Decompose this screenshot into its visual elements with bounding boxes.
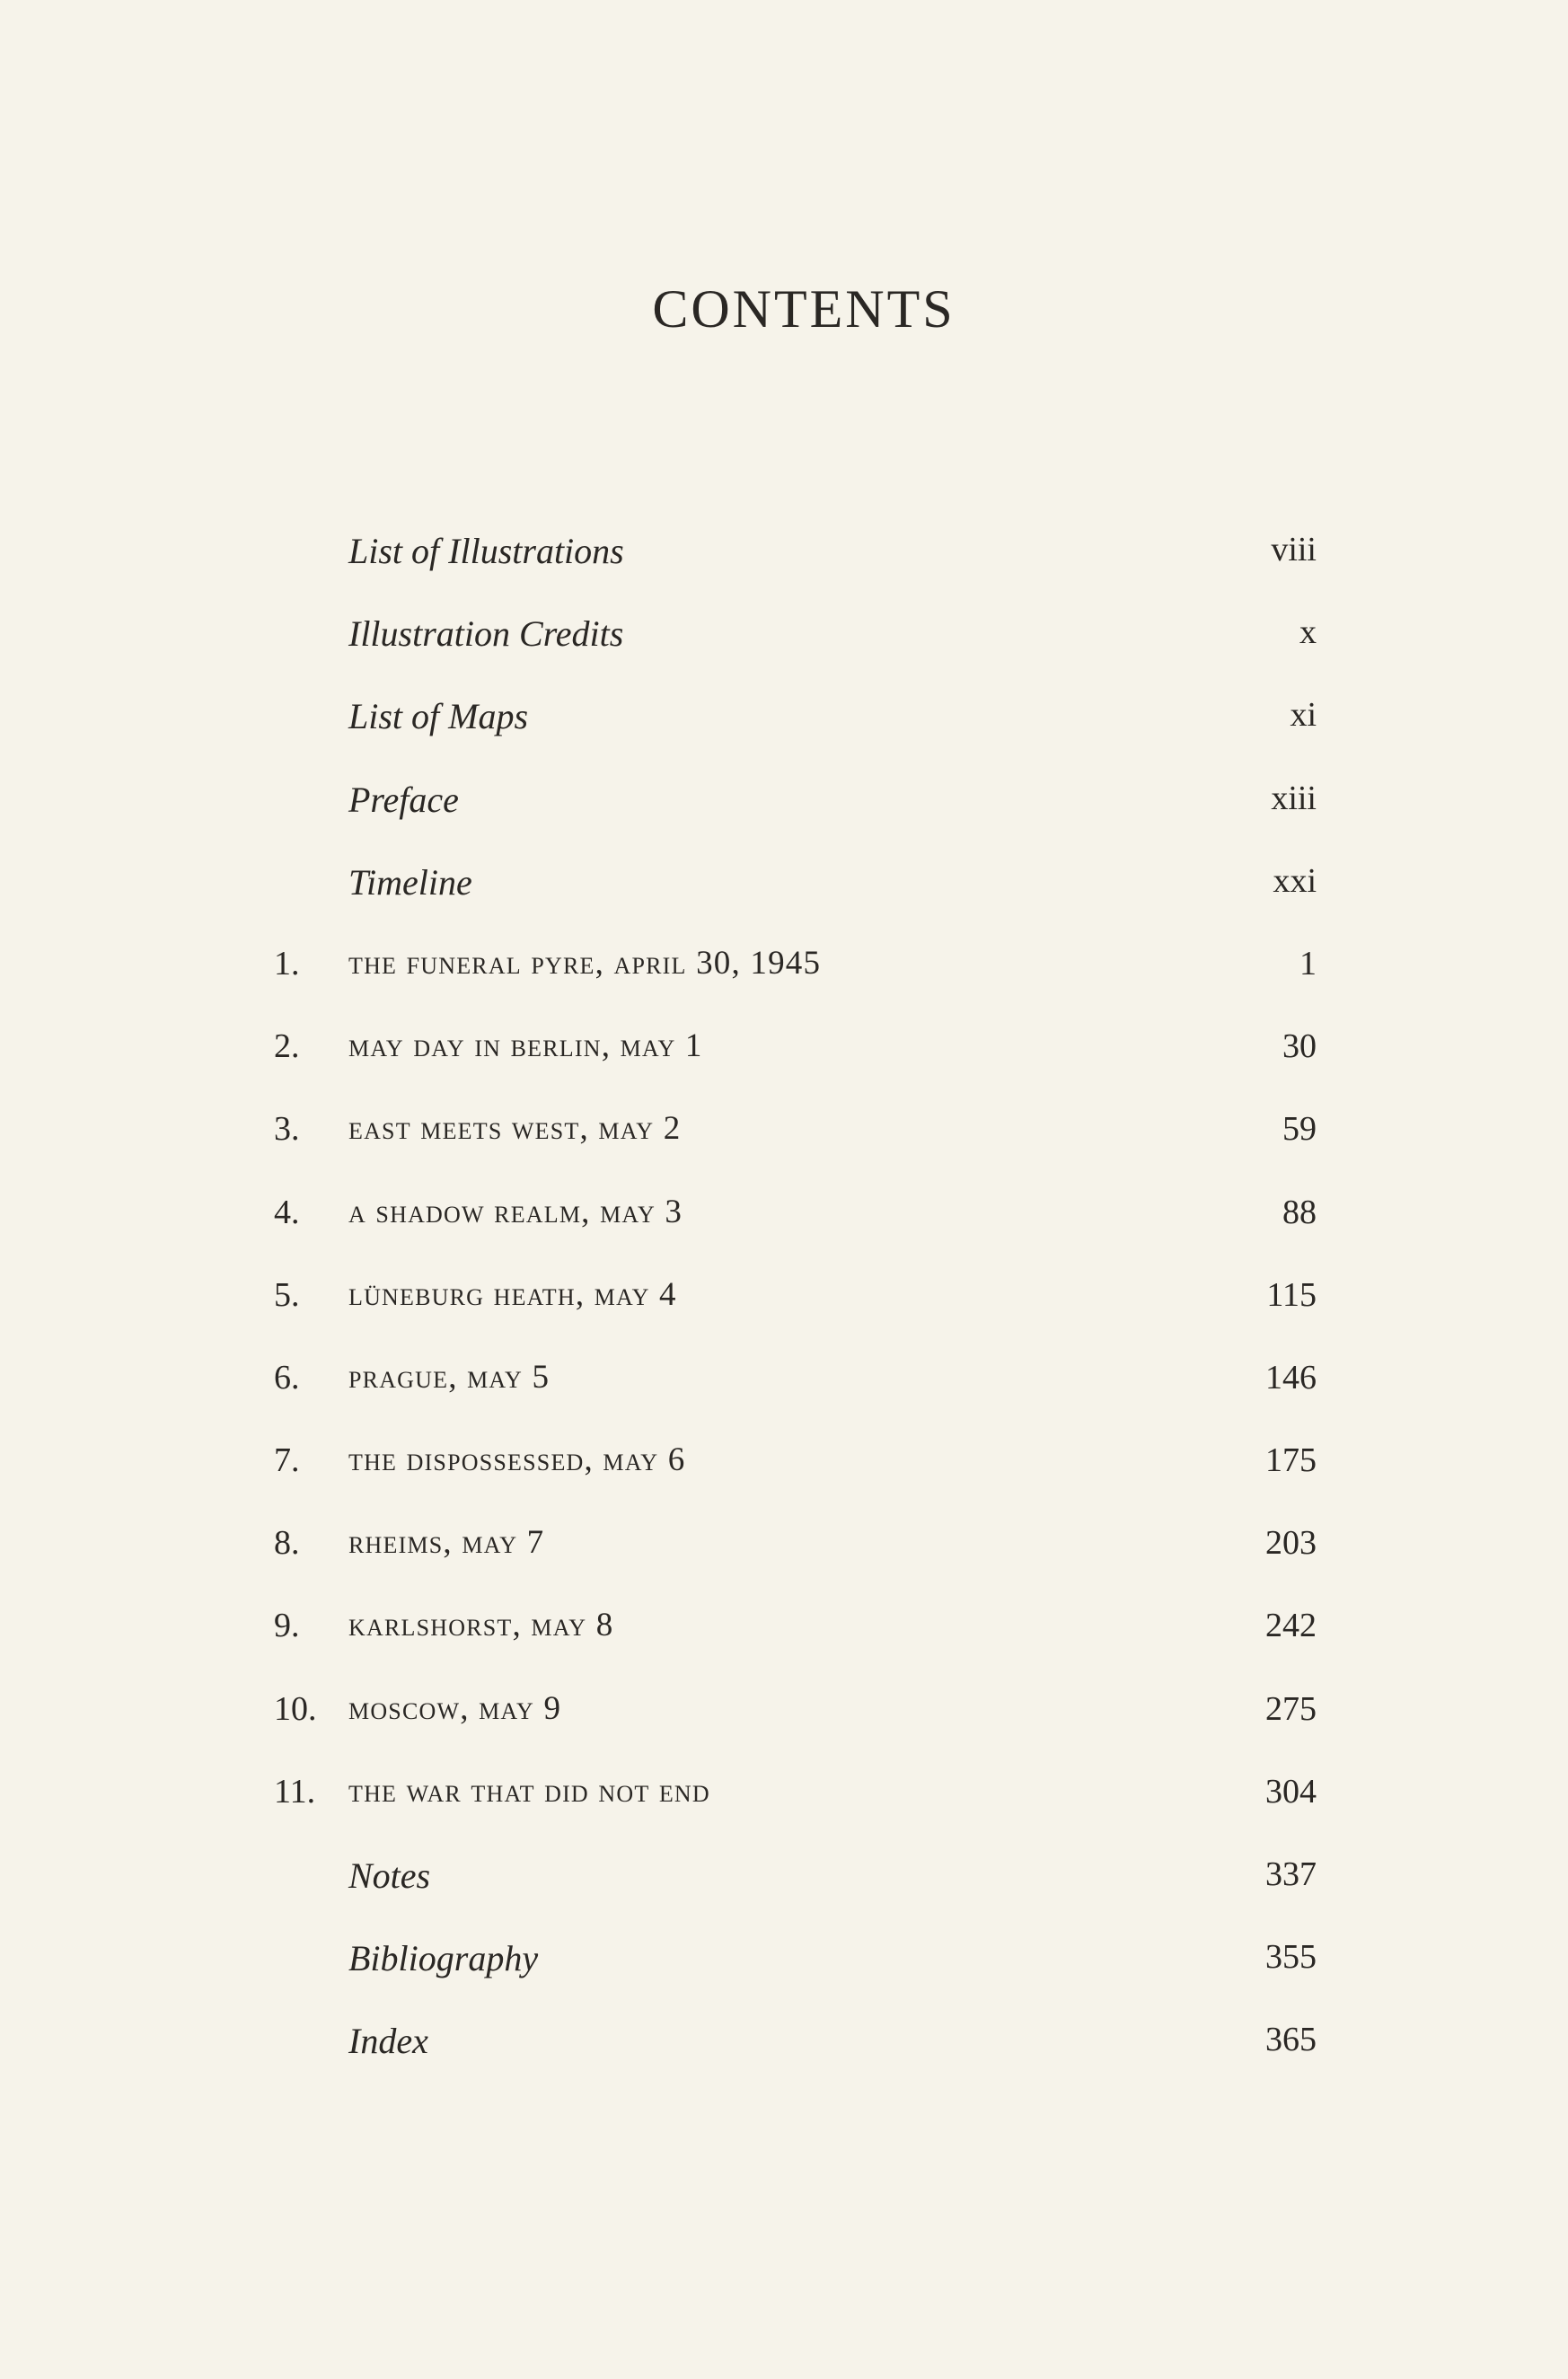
toc-entry-title: a shadow realm, may 3: [348, 1193, 683, 1230]
toc-entry-number: 5.: [274, 1275, 300, 1314]
toc-entry-page: xiii: [1271, 779, 1317, 817]
toc-entry-title: may day in berlin, may 1: [348, 1027, 703, 1065]
toc-entry-number: 8.: [274, 1524, 300, 1563]
toc-entry-title: the war that did not end: [348, 1772, 710, 1810]
toc-entry-number: 9.: [274, 1607, 300, 1645]
toc-entry: [0, 1606, 1568, 1688]
toc-entry-number: 7.: [274, 1441, 300, 1480]
toc-entry: [0, 779, 1568, 861]
toc-entry-title: karlshorst, may 8: [348, 1607, 614, 1644]
toc-entry: [0, 1109, 1568, 1192]
toc-entry-page: 337: [1265, 1855, 1317, 1893]
table-of-contents: [0, 530, 1568, 2103]
toc-entry-number: 1.: [274, 944, 300, 982]
toc-entry: [0, 1026, 1568, 1109]
toc-entry-page: viii: [1271, 531, 1317, 568]
toc-entry: [0, 861, 1568, 944]
toc-entry-number: 2.: [274, 1027, 300, 1066]
toc-entry-title: rheims, may 7: [348, 1524, 545, 1562]
toc-entry-number: 6.: [274, 1358, 300, 1397]
toc-entry-title: Index: [348, 2021, 428, 2062]
toc-entry: [0, 1855, 1568, 1937]
toc-entry-number: 10.: [274, 1689, 317, 1728]
toc-entry-title: Preface: [348, 779, 459, 820]
toc-entry-page: 365: [1265, 2021, 1317, 2059]
toc-entry: [0, 1441, 1568, 1523]
toc-entry-number: 4.: [274, 1193, 300, 1231]
toc-entry: [0, 1193, 1568, 1275]
toc-entry: [0, 1275, 1568, 1358]
toc-entry-number: 3.: [274, 1110, 300, 1149]
toc-entry: [0, 944, 1568, 1026]
toc-entry-title: the dispossessed, may 6: [348, 1441, 686, 1479]
toc-entry-page: 203: [1265, 1524, 1317, 1563]
toc-entry: [0, 2020, 1568, 2102]
toc-entry-page: xxi: [1273, 861, 1317, 900]
toc-entry-page: 275: [1265, 1689, 1317, 1728]
toc-entry: [0, 1937, 1568, 2020]
toc-entry-title: prague, may 5: [348, 1358, 551, 1396]
toc-entry-page: 59: [1282, 1110, 1317, 1149]
toc-entry-page: x: [1299, 613, 1317, 652]
page-title: CONTENTS: [652, 279, 956, 339]
toc-entry-title: Timeline: [348, 861, 472, 903]
toc-entry-page: 175: [1265, 1441, 1317, 1480]
toc-entry-page: 1: [1299, 944, 1317, 982]
toc-entry-title: moscow, may 9: [348, 1689, 562, 1727]
toc-entry: [0, 612, 1568, 695]
toc-entry: [0, 1689, 1568, 1772]
toc-entry-title: Illustration Credits: [348, 613, 624, 655]
toc-entry-page: 242: [1265, 1607, 1317, 1645]
toc-entry-page: xi: [1290, 696, 1317, 735]
toc-entry-title: List of Illustrations: [348, 531, 624, 571]
toc-entry-title: the funeral pyre, april 30, 1945: [348, 944, 822, 982]
toc-entry-title: Notes: [348, 1855, 431, 1896]
toc-entry-page: 88: [1282, 1193, 1317, 1231]
toc-entry: [0, 530, 1568, 612]
toc-entry: [0, 695, 1568, 778]
toc-entry-page: 115: [1266, 1275, 1317, 1314]
toc-entry-title: lüneburg heath, may 4: [348, 1275, 677, 1313]
toc-entry-title: Bibliography: [348, 1938, 539, 1979]
toc-entry-number: 11.: [274, 1772, 316, 1811]
toc-entry-title: List of Maps: [348, 696, 529, 737]
toc-entry-title: east meets west, may 2: [348, 1110, 682, 1148]
toc-entry-page: 355: [1265, 1938, 1317, 1977]
toc-entry-page: 304: [1265, 1772, 1317, 1811]
toc-entry-page: 30: [1282, 1027, 1317, 1066]
toc-entry: [0, 1772, 1568, 1855]
toc-entry: [0, 1523, 1568, 1606]
toc-entry-page: 146: [1265, 1358, 1317, 1397]
toc-entry: [0, 1358, 1568, 1441]
